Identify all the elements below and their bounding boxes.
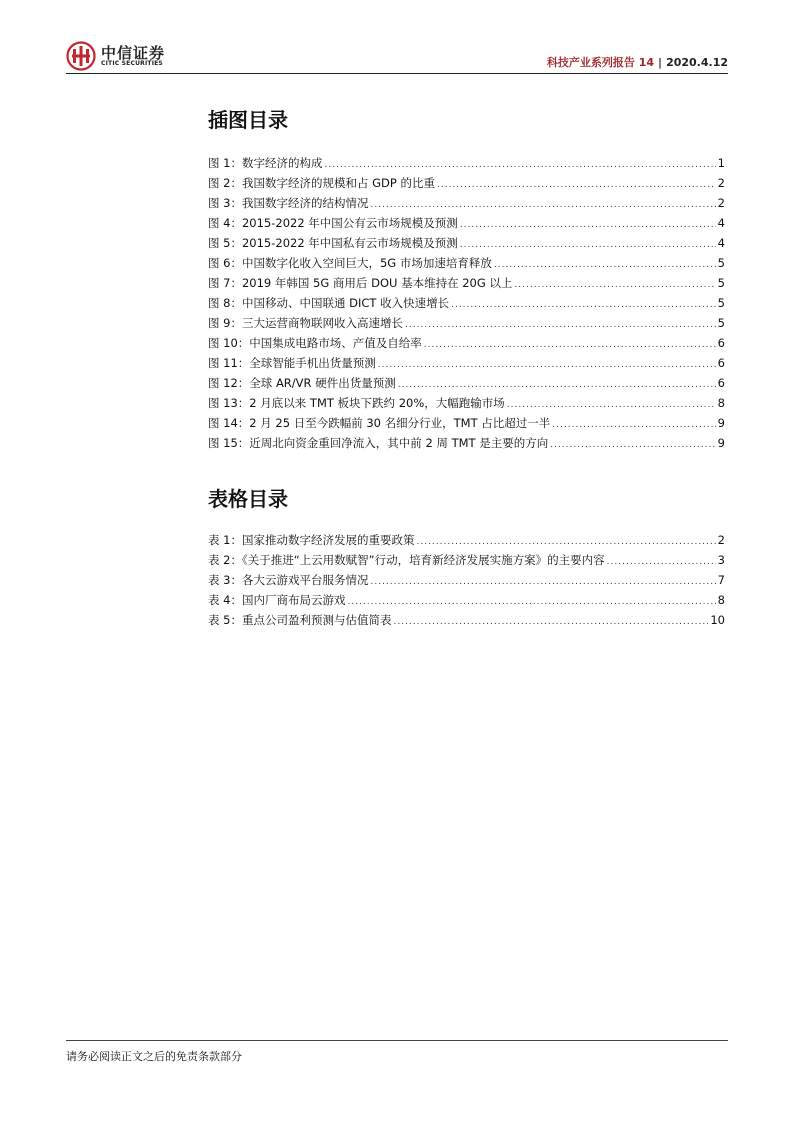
toc-entry-label[interactable]: 图 12：全球 AR/VR 硬件出货量预测 <box>208 376 396 390</box>
table-toc-entry[interactable] <box>208 572 725 592</box>
toc-entry-label[interactable]: 表 3：各大云游戏平台服务情况 <box>208 573 369 587</box>
page-header <box>66 40 728 74</box>
toc-page-number[interactable]: 5 <box>717 296 725 310</box>
logo-chinese-name: 中信证券 <box>101 44 166 62</box>
logo-english-name: CITIC SECURITIES <box>101 60 163 67</box>
tables-toc-title: 表格目录 <box>208 487 288 511</box>
toc-dot-leader <box>424 340 716 350</box>
footer-divider <box>66 1040 728 1041</box>
toc-page-number[interactable]: 3 <box>717 553 725 567</box>
toc-page-number[interactable]: 5 <box>717 316 725 330</box>
figure-toc-entry[interactable] <box>208 435 725 455</box>
figures-toc <box>208 155 725 455</box>
toc-page-number[interactable]: 1 <box>717 156 725 170</box>
toc-entry-label[interactable]: 图 2：我国数字经济的规模和占 GDP 的比重 <box>208 176 435 190</box>
toc-entry-label[interactable]: 表 1：国家推动数字经济发展的重要政策 <box>208 533 415 547</box>
toc-dot-leader <box>393 617 708 627</box>
toc-dot-leader <box>451 300 716 310</box>
toc-dot-leader <box>607 557 716 567</box>
toc-entry-label[interactable]: 图 14：2 月 25 日至今跌幅前 30 名细分行业，TMT 占比超过一半 <box>208 416 551 430</box>
report-date: 2020.4.12 <box>666 56 728 69</box>
toc-page-number[interactable]: 9 <box>717 416 725 430</box>
toc-entry-label[interactable]: 表 5：重点公司盈利预测与估值简表 <box>208 613 392 627</box>
toc-page-number[interactable]: 6 <box>717 376 725 390</box>
toc-entry-label[interactable]: 图 7：2019 年韩国 5G 商用后 DOU 基本维持在 20G 以上 <box>208 276 513 290</box>
toc-dot-leader <box>507 400 716 410</box>
report-info <box>547 54 728 70</box>
figure-toc-entry[interactable] <box>208 255 725 275</box>
toc-entry-label[interactable]: 图 4：2015-2022 年中国公有云市场规模及预测 <box>208 216 458 230</box>
figure-toc-entry[interactable] <box>208 215 725 235</box>
figure-toc-entry[interactable] <box>208 395 725 415</box>
toc-page-number[interactable]: 4 <box>717 216 725 230</box>
toc-entry-label[interactable]: 图 15：近周北向资金重回净流入，其中前 2 周 TMT 是主要的方向 <box>208 436 549 450</box>
citic-emblem-icon <box>66 41 96 71</box>
toc-dot-leader <box>437 180 716 190</box>
figure-toc-entry[interactable] <box>208 295 725 315</box>
figure-toc-entry[interactable] <box>208 415 725 435</box>
toc-entry-label[interactable]: 图 8：中国移动、中国联通 DICT 收入快速增长 <box>208 296 450 310</box>
toc-dot-leader <box>370 577 715 587</box>
toc-page-number[interactable]: 10 <box>710 613 725 627</box>
toc-entry-label[interactable]: 表 4：国内厂商布局云游戏 <box>208 593 346 607</box>
toc-page-number[interactable]: 7 <box>717 573 725 587</box>
toc-page-number[interactable]: 2 <box>717 196 725 210</box>
toc-dot-leader <box>460 220 716 230</box>
header-divider <box>66 73 728 74</box>
toc-page-number[interactable]: 5 <box>717 276 725 290</box>
table-toc-entry[interactable] <box>208 532 725 552</box>
toc-page-number[interactable]: 5 <box>717 256 725 270</box>
toc-dot-leader <box>398 380 716 390</box>
toc-entry-label[interactable]: 图 5：2015-2022 年中国私有云市场规模及预测 <box>208 236 458 250</box>
toc-dot-leader <box>378 360 716 370</box>
toc-page-number[interactable]: 2 <box>717 533 725 547</box>
footer-disclaimer: 请务必阅读正文之后的免责条款部分 <box>66 1050 242 1063</box>
toc-page-number[interactable]: 8 <box>717 396 725 410</box>
toc-dot-leader <box>324 160 715 170</box>
toc-dot-leader <box>347 597 715 607</box>
figure-toc-entry[interactable] <box>208 235 725 255</box>
toc-entry-label[interactable]: 图 10：中国集成电路市场、产值及自给率 <box>208 336 422 350</box>
citic-logo <box>66 40 176 74</box>
toc-entry-label[interactable]: 图 13：2 月底以来 TMT 板块下跌约 20%，大幅跑输市场 <box>208 396 505 410</box>
toc-page-number[interactable]: 8 <box>717 593 725 607</box>
report-series: 科技产业系列报告 14 <box>546 56 655 69</box>
figure-toc-entry[interactable] <box>208 355 725 375</box>
figure-toc-entry[interactable] <box>208 155 725 175</box>
toc-dot-leader <box>550 440 715 450</box>
toc-dot-leader <box>552 420 715 430</box>
toc-page-number[interactable]: 6 <box>717 336 725 350</box>
figure-toc-entry[interactable] <box>208 375 725 395</box>
toc-dot-leader <box>460 240 716 250</box>
table-toc-entry[interactable] <box>208 592 725 612</box>
table-toc-entry[interactable] <box>208 612 725 632</box>
figure-toc-entry[interactable] <box>208 175 725 195</box>
table-toc-entry[interactable] <box>208 552 725 572</box>
toc-entry-label[interactable]: 图 1：数字经济的构成 <box>208 156 323 170</box>
toc-dot-leader <box>514 280 715 290</box>
figure-toc-entry[interactable] <box>208 195 725 215</box>
toc-page-number[interactable]: 9 <box>717 436 725 450</box>
toc-page-number[interactable]: 2 <box>717 176 725 190</box>
header-separator: | <box>658 56 663 69</box>
toc-dot-leader <box>370 200 715 210</box>
toc-entry-label[interactable]: 图 11：全球智能手机出货量预测 <box>208 356 376 370</box>
toc-dot-leader <box>494 260 716 270</box>
toc-entry-label[interactable]: 图 6：中国数字化收入空间巨大，5G 市场加速培育释放 <box>208 256 492 270</box>
toc-entry-label[interactable]: 表 2：《关于推进“上云用数赋智”行动，培育新经济发展实施方案》的主要内容 <box>208 553 605 567</box>
figure-toc-entry[interactable] <box>208 275 725 295</box>
toc-page-number[interactable]: 4 <box>717 236 725 250</box>
toc-dot-leader <box>405 320 716 330</box>
toc-entry-label[interactable]: 图 3：我国数字经济的结构情况 <box>208 196 369 210</box>
toc-dot-leader <box>416 537 715 547</box>
figures-toc-title: 插图目录 <box>208 108 288 132</box>
figure-toc-entry[interactable] <box>208 335 725 355</box>
toc-entry-label[interactable]: 图 9：三大运营商物联网收入高速增长 <box>208 316 403 330</box>
tables-toc <box>208 532 725 632</box>
toc-page-number[interactable]: 6 <box>717 356 725 370</box>
figure-toc-entry[interactable] <box>208 315 725 335</box>
